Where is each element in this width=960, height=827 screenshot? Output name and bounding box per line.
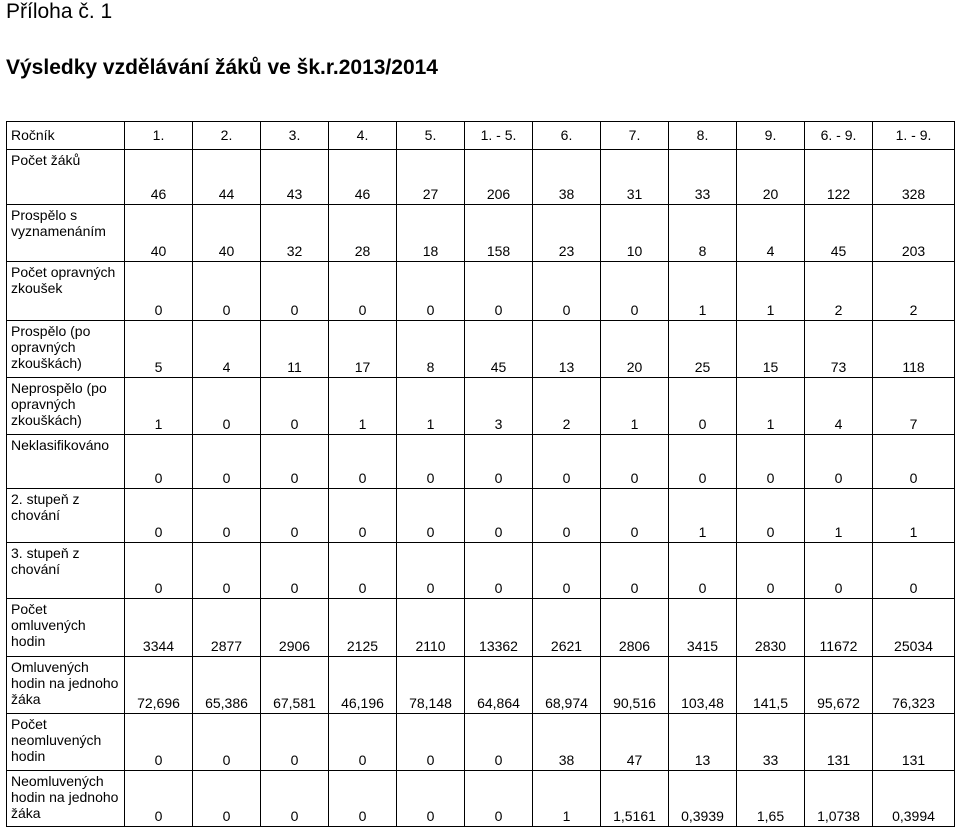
column-header: 3. — [261, 122, 329, 150]
table-cell: 46,196 — [329, 657, 397, 714]
table-cell: 8 — [397, 321, 465, 378]
table-cell: 0 — [465, 489, 533, 543]
table-cell: 33 — [737, 714, 805, 771]
table-row — [7, 435, 955, 489]
table-cell: 0 — [465, 543, 533, 599]
column-header: 8. — [669, 122, 737, 150]
table-cell: 0 — [873, 543, 955, 599]
table-cell: 7 — [873, 378, 955, 435]
table-row — [7, 150, 955, 205]
table-cell: 46 — [125, 150, 193, 205]
column-header: 2. — [193, 122, 261, 150]
row-label: Prospělo (po opravných zkouškách) — [7, 321, 125, 378]
row-label: Prospělo s vyznamenáním — [7, 205, 125, 262]
table-cell: 1,0738 — [805, 771, 873, 827]
table-cell: 158 — [465, 205, 533, 262]
table-cell: 8 — [669, 205, 737, 262]
table-cell: 1 — [737, 378, 805, 435]
table-cell: 0 — [329, 714, 397, 771]
table-cell: 43 — [261, 150, 329, 205]
table-cell: 3344 — [125, 599, 193, 657]
table-row — [7, 262, 955, 321]
row-label: Počet omluvených hodin — [7, 599, 125, 657]
table-cell: 76,323 — [873, 657, 955, 714]
table-cell: 141,5 — [737, 657, 805, 714]
table-cell: 5 — [125, 321, 193, 378]
table-cell: 40 — [125, 205, 193, 262]
column-header: 6. — [533, 122, 601, 150]
table-cell: 0 — [533, 543, 601, 599]
column-header: 1. - 9. — [873, 122, 955, 150]
table-cell: 0 — [737, 543, 805, 599]
table-cell: 20 — [601, 321, 669, 378]
table-cell: 0 — [669, 435, 737, 489]
table-cell: 1,65 — [737, 771, 805, 827]
table-cell: 40 — [193, 205, 261, 262]
table-cell: 17 — [329, 321, 397, 378]
table-cell: 47 — [601, 714, 669, 771]
table-row — [7, 489, 955, 543]
table-cell: 45 — [805, 205, 873, 262]
table-cell: 0 — [397, 262, 465, 321]
table-cell: 0 — [125, 543, 193, 599]
table-cell: 10 — [601, 205, 669, 262]
table-cell: 0 — [397, 435, 465, 489]
table-row — [7, 771, 955, 827]
column-header: 9. — [737, 122, 805, 150]
table-cell: 15 — [737, 321, 805, 378]
table-cell: 0,3994 — [873, 771, 955, 827]
header-row — [7, 122, 955, 150]
table-cell: 0 — [397, 543, 465, 599]
results-table — [6, 121, 955, 827]
table-cell: 25034 — [873, 599, 955, 657]
table-cell: 0 — [873, 435, 955, 489]
table-cell: 33 — [669, 150, 737, 205]
table-cell: 1 — [873, 489, 955, 543]
table-cell: 203 — [873, 205, 955, 262]
table-cell: 118 — [873, 321, 955, 378]
table-cell: 1 — [805, 489, 873, 543]
table-cell: 0 — [125, 435, 193, 489]
row-label: Neomluvených hodin na jednoho žáka — [7, 771, 125, 827]
row-label: Neklasifikováno — [7, 435, 125, 489]
table-cell: 38 — [533, 714, 601, 771]
table-cell: 13362 — [465, 599, 533, 657]
row-label: Počet opravných zkoušek — [7, 262, 125, 321]
table-cell: 32 — [261, 205, 329, 262]
table-cell: 0 — [329, 435, 397, 489]
table-cell: 0 — [669, 543, 737, 599]
table-row — [7, 205, 955, 262]
table-cell: 0 — [397, 714, 465, 771]
table-cell: 25 — [669, 321, 737, 378]
table-cell: 4 — [805, 378, 873, 435]
table-cell: 64,864 — [465, 657, 533, 714]
table-cell: 1 — [669, 262, 737, 321]
table-cell: 328 — [873, 150, 955, 205]
table-cell: 0 — [193, 543, 261, 599]
table-cell: 0 — [397, 489, 465, 543]
table-cell: 2806 — [601, 599, 669, 657]
table-cell: 206 — [465, 150, 533, 205]
table-cell: 1 — [669, 489, 737, 543]
table-cell: 131 — [873, 714, 955, 771]
row-label: 3. stupeň z chování — [7, 543, 125, 599]
table-cell: 3415 — [669, 599, 737, 657]
table-cell: 11672 — [805, 599, 873, 657]
table-cell: 0 — [261, 262, 329, 321]
table-cell: 44 — [193, 150, 261, 205]
table-cell: 0 — [193, 435, 261, 489]
column-header: 4. — [329, 122, 397, 150]
table-cell: 0 — [261, 489, 329, 543]
table-cell: 72,696 — [125, 657, 193, 714]
table-cell: 3 — [465, 378, 533, 435]
table-cell: 131 — [805, 714, 873, 771]
table-cell: 2 — [533, 378, 601, 435]
table-cell: 0 — [601, 435, 669, 489]
table-cell: 2125 — [329, 599, 397, 657]
table-cell: 0 — [193, 489, 261, 543]
table-cell: 0 — [125, 489, 193, 543]
table-cell: 0 — [601, 489, 669, 543]
table-cell: 2906 — [261, 599, 329, 657]
table-cell: 0,3939 — [669, 771, 737, 827]
table-cell: 4 — [193, 321, 261, 378]
table-cell: 0 — [533, 262, 601, 321]
table-cell: 31 — [601, 150, 669, 205]
table-cell: 0 — [125, 771, 193, 827]
row-label: Omluvených hodin na jednoho žáka — [7, 657, 125, 714]
table-cell: 0 — [261, 378, 329, 435]
table-cell: 23 — [533, 205, 601, 262]
table-cell: 0 — [329, 543, 397, 599]
table-cell: 90,516 — [601, 657, 669, 714]
table-cell: 0 — [193, 771, 261, 827]
table-cell: 38 — [533, 150, 601, 205]
table-cell: 2 — [873, 262, 955, 321]
table-cell: 0 — [193, 262, 261, 321]
table-cell: 20 — [737, 150, 805, 205]
table-cell: 1 — [125, 378, 193, 435]
table-cell: 13 — [669, 714, 737, 771]
table-cell: 0 — [193, 714, 261, 771]
table-row — [7, 321, 955, 378]
table-cell: 122 — [805, 150, 873, 205]
table-cell: 1 — [397, 378, 465, 435]
table-cell: 28 — [329, 205, 397, 262]
table-cell: 27 — [397, 150, 465, 205]
table-cell: 103,48 — [669, 657, 737, 714]
table-cell: 1,5161 — [601, 771, 669, 827]
table-row — [7, 543, 955, 599]
table-cell: 1 — [737, 262, 805, 321]
table-cell: 18 — [397, 205, 465, 262]
table-cell: 0 — [805, 543, 873, 599]
table-cell: 0 — [533, 435, 601, 489]
table-cell: 0 — [601, 543, 669, 599]
table-cell: 0 — [669, 378, 737, 435]
column-header: 5. — [397, 122, 465, 150]
table-cell: 0 — [601, 262, 669, 321]
row-label: Neprospělo (po opravných zkouškách) — [7, 378, 125, 435]
column-header: 1. — [125, 122, 193, 150]
column-header: 1. - 5. — [465, 122, 533, 150]
table-cell: 0 — [125, 262, 193, 321]
table-cell: 2621 — [533, 599, 601, 657]
column-header: 7. — [601, 122, 669, 150]
table-cell: 67,581 — [261, 657, 329, 714]
table-cell: 0 — [737, 489, 805, 543]
table-cell: 45 — [465, 321, 533, 378]
table-cell: 0 — [329, 489, 397, 543]
row-label: Počet žáků — [7, 150, 125, 205]
column-header: 6. - 9. — [805, 122, 873, 150]
table-cell: 1 — [329, 378, 397, 435]
table-cell: 73 — [805, 321, 873, 378]
table-cell: 0 — [261, 543, 329, 599]
table-cell: 0 — [329, 262, 397, 321]
table-cell: 0 — [261, 435, 329, 489]
table-cell: 95,672 — [805, 657, 873, 714]
table-cell: 2 — [805, 262, 873, 321]
row-label: 2. stupeň z chování — [7, 489, 125, 543]
table-cell: 13 — [533, 321, 601, 378]
table-cell: 1 — [533, 771, 601, 827]
appendix-label: Příloha č. 1 — [6, 0, 113, 23]
table-cell: 68,974 — [533, 657, 601, 714]
table-cell: 0 — [397, 771, 465, 827]
document-title: Výsledky vzdělávání žáků ve šk.r.2013/2014 — [6, 56, 438, 79]
table-cell: 0 — [193, 378, 261, 435]
table-row — [7, 657, 955, 714]
table-cell: 0 — [533, 489, 601, 543]
table-cell: 0 — [261, 714, 329, 771]
table-row — [7, 378, 955, 435]
table-cell: 0 — [465, 262, 533, 321]
table-cell: 11 — [261, 321, 329, 378]
table-cell: 0 — [261, 771, 329, 827]
table-cell: 46 — [329, 150, 397, 205]
results-table-body — [7, 122, 955, 827]
table-cell: 2877 — [193, 599, 261, 657]
table-cell: 0 — [465, 714, 533, 771]
table-cell: 0 — [805, 435, 873, 489]
table-cell: 0 — [329, 771, 397, 827]
header-label: Ročník — [7, 122, 125, 150]
table-row — [7, 714, 955, 771]
table-cell: 1 — [601, 378, 669, 435]
table-cell: 4 — [737, 205, 805, 262]
table-cell: 0 — [465, 771, 533, 827]
table-cell: 0 — [125, 714, 193, 771]
row-label: Počet neomluvených hodin — [7, 714, 125, 771]
table-cell: 0 — [737, 435, 805, 489]
table-cell: 2110 — [397, 599, 465, 657]
table-cell: 0 — [465, 435, 533, 489]
table-row — [7, 599, 955, 657]
table-cell: 65,386 — [193, 657, 261, 714]
table-cell: 78,148 — [397, 657, 465, 714]
table-cell: 2830 — [737, 599, 805, 657]
